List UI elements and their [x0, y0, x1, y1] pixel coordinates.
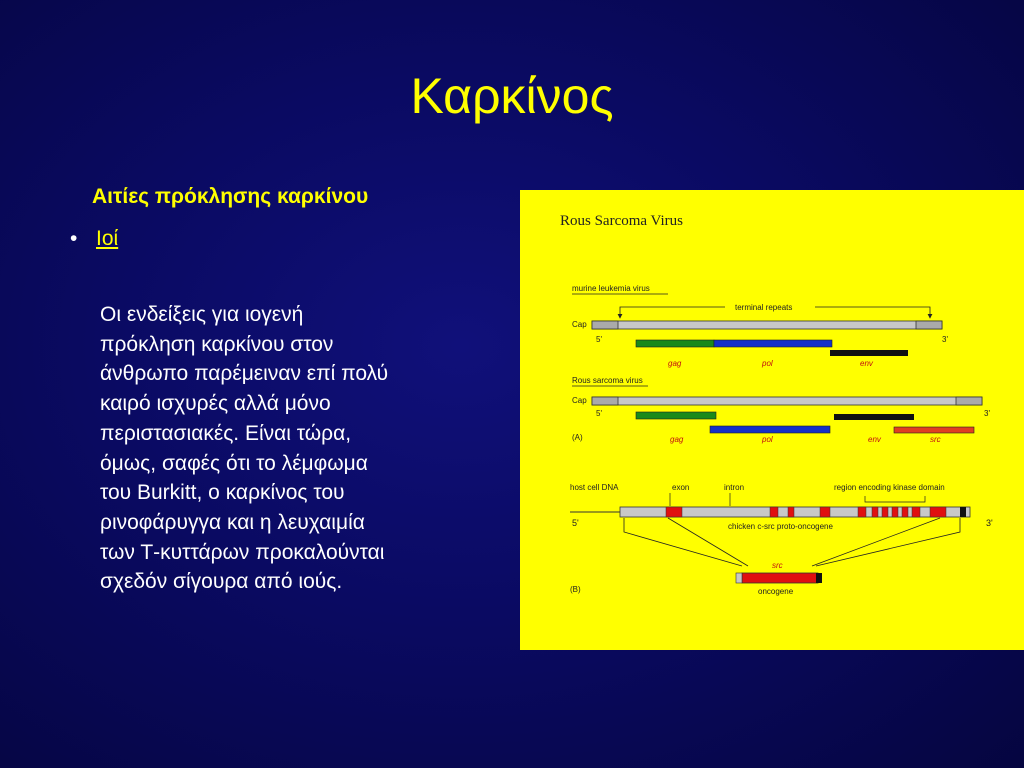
body-line: όμως, σαφές ότι το λέμφωμα: [100, 451, 368, 475]
murine-ltr-right: [916, 321, 942, 329]
murine-genome-bar: [592, 321, 942, 329]
murine-gag-label: gag: [668, 359, 682, 368]
figure-title: Rous Sarcoma Virus: [560, 213, 683, 229]
rous-genome-bar: [592, 397, 982, 405]
rous-gag-label: gag: [670, 435, 684, 444]
panel-a-letter: (A): [572, 433, 583, 442]
body-line: του Burkitt, ο καρκίνος του: [100, 481, 345, 505]
terminal-repeats-label: terminal repeats: [735, 303, 793, 312]
murine-ltr-left: [592, 321, 618, 329]
panel-b-letter: (B): [570, 585, 581, 594]
terminal-repeat-arrow-right: [815, 307, 930, 318]
rous-src-bar: [894, 427, 974, 433]
rous-env-label: env: [868, 435, 881, 444]
virus-genome-diagram: [520, 190, 1024, 650]
oncogene-bar: [742, 573, 818, 583]
rous-gag-bar: [636, 412, 716, 419]
murine-five-prime: 5': [596, 335, 602, 344]
murine-label: murine leukemia virus: [572, 284, 650, 293]
oncogene-right-end: [816, 573, 822, 583]
terminal-repeat-arrow-left: [620, 307, 725, 318]
kinase-bracket: [865, 496, 925, 502]
rous-ltr-left: [592, 397, 618, 405]
rous-pol-label: pol: [762, 435, 773, 444]
body-paragraph: [100, 300, 500, 597]
host-dna-label: host cell DNA: [570, 483, 619, 492]
intron-label: intron: [724, 483, 745, 492]
rous-pol-bar: [710, 426, 830, 433]
bullet-symbol: •: [70, 227, 78, 250]
rous-ltr-right: [956, 397, 982, 405]
bullet-item: [70, 225, 118, 253]
murine-pol-label: pol: [762, 359, 773, 368]
rous-three-prime: 3': [984, 409, 990, 418]
bullet-label-link[interactable]: Ιοί: [96, 227, 119, 250]
rous-label: Rous sarcoma virus: [572, 376, 643, 385]
murine-gag-bar: [636, 340, 714, 347]
body-line: άνθρωπο παρέμειναν επί πολύ: [100, 362, 389, 386]
src-label: src: [772, 561, 783, 570]
murine-cap-label: Cap: [572, 320, 587, 329]
body-line: καιρό ισχυρές αλλά μόνο: [100, 392, 331, 416]
rous-five-prime: 5': [596, 409, 602, 418]
rous-cap-label: Cap: [572, 396, 587, 405]
body-line: πρόκληση καρκίνου στον: [100, 332, 334, 356]
rous-src-label: src: [930, 435, 941, 444]
host-end-block: [960, 507, 966, 517]
rous-sarcoma-figure: [520, 190, 1024, 650]
murine-env-bar: [830, 350, 908, 356]
slide-title: Καρκίνος: [410, 68, 614, 124]
rous-env-bar: [834, 414, 914, 420]
murine-env-label: env: [860, 359, 873, 368]
murine-pol-bar: [714, 340, 832, 347]
proto-oncogene-label: chicken c-src proto-oncogene: [728, 522, 833, 531]
body-line: περιστασιακές. Είναι τώρα,: [100, 421, 352, 445]
body-line: των Τ-κυττάρων προκαλούνται: [100, 540, 385, 564]
murine-three-prime: 3': [942, 335, 948, 344]
body-line: σχεδόν σίγουρα από ιούς.: [100, 570, 343, 594]
exon-label: exon: [672, 483, 690, 492]
body-line: Οι ενδείξεις για ιογενή: [100, 303, 304, 326]
host-five-prime: 5': [572, 518, 579, 528]
oncogene-label: oncogene: [758, 587, 794, 596]
oncogene-left-end: [736, 573, 742, 583]
body-line: ρινοφάρυγγα και η λευχαιμία: [100, 510, 365, 534]
kinase-region-label: region encoding kinase domain: [834, 483, 945, 492]
slide-subtitle: Αιτίες πρόκλησης καρκίνου: [92, 185, 369, 208]
host-three-prime: 3': [986, 518, 993, 528]
